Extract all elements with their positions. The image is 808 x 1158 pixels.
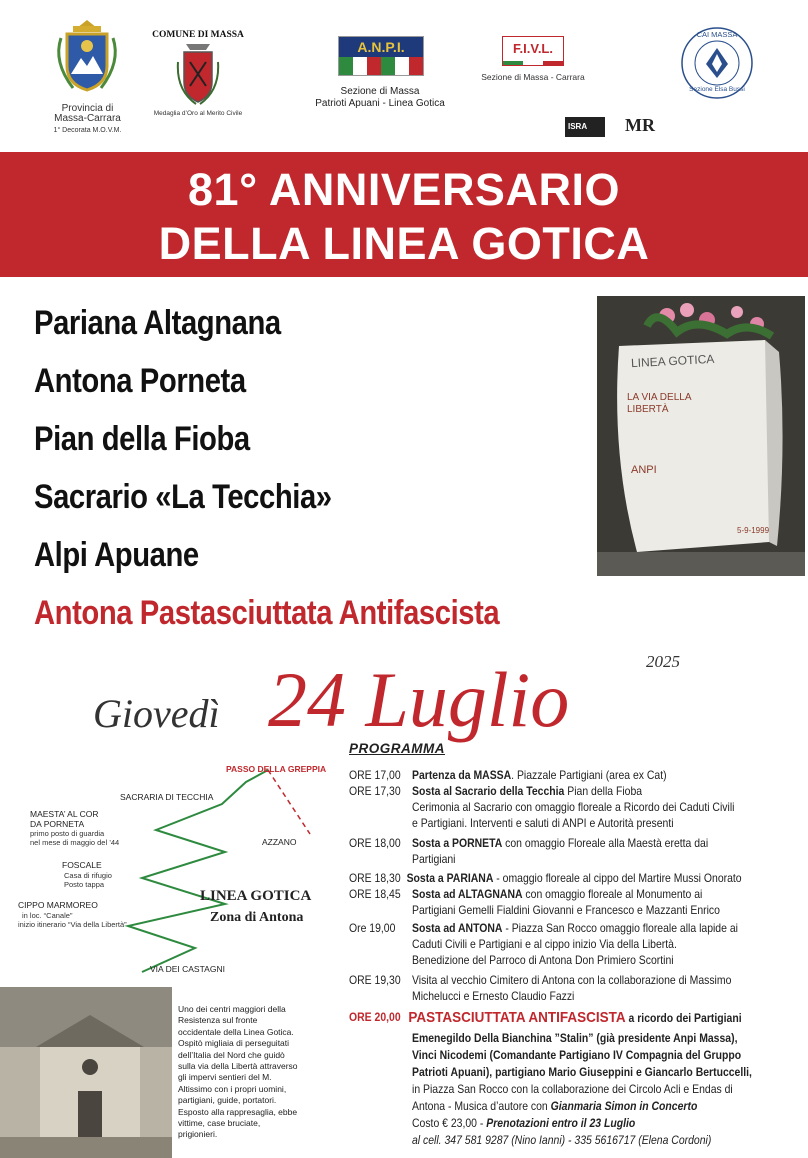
comune-logo [148, 30, 248, 130]
map-label-foscale3: Posto tappa [64, 880, 105, 889]
program-detail: con omaggio floreale al Monumento ai [522, 888, 703, 901]
highlight-event: Antona Pastasciuttata Antifascista [34, 594, 500, 632]
map-label-cippo1: CIPPO MARMOREO [18, 900, 98, 910]
program-booking: Prenotazioni entro il 23 Luglio [486, 1117, 636, 1130]
map-label-azzano: AZZANO [262, 837, 297, 847]
program-title: Sosta a PORNETA [412, 837, 503, 850]
program-title: Sosta al Sacrario della Tecchia [412, 785, 565, 798]
program-row [349, 887, 781, 903]
program-title: Partenza da MASSA [412, 769, 512, 782]
route-map-drawing [10, 752, 340, 980]
provincia-line1: Provincia di [61, 103, 114, 114]
comune-title: COMUNE DI MASSA [152, 30, 244, 40]
provincia-logo [45, 18, 130, 140]
title-banner [0, 152, 808, 277]
anpi-logo-text: A.N.P.I. [339, 37, 423, 57]
provincia-crest-icon [45, 18, 130, 93]
program-row [349, 768, 781, 784]
program-detail: Pian della Fioba [564, 785, 643, 798]
program-time: ORE 20,00 [349, 1011, 401, 1024]
program-detail: Visita al vecchio Cimitero di Antona con la collaborazione di Massimo [412, 974, 732, 987]
location-2: Antona Porneta [34, 362, 246, 400]
isra-text: ISRA [568, 122, 588, 131]
church-photo [0, 987, 172, 1158]
program-cost: Costo € 23,00 - [412, 1117, 487, 1130]
program-detail: in Piazza San Rocco con la collaborazione dei Circolo Acli e Endas di [412, 1083, 733, 1096]
map-label-sacraria: SACRARIA DI TECCHIA [120, 792, 214, 802]
map-title1: LINEA GOTICA [200, 888, 312, 904]
date-year: 2025 [646, 652, 680, 671]
program-row [349, 921, 781, 937]
map-label-foscale1: FOSCALE [62, 860, 102, 870]
program-time: ORE 19,30 [349, 974, 401, 987]
monument-inscr4: 5-9-1999 [737, 526, 770, 535]
fivl-logo-text: F.I.V.L. [513, 41, 553, 56]
comune-subtitle: Medaglia d’Oro al Merito Civile [153, 110, 243, 117]
program-detail: - Piazza San Rocco omaggio floreale alla lapide ai [502, 922, 738, 935]
anpi-logo [300, 36, 460, 116]
program-detail: Partigiani Gemelli Fialdini Giovanni e Francesco e Mazzanti Enrico [412, 904, 720, 917]
program-time: ORE 18,30 [349, 872, 401, 885]
fivl-line1: Sezione di Massa - Carrara [481, 72, 585, 82]
banner-line1: 81° ANNIVERSARIO [188, 164, 620, 215]
program-detail: Antona - Musica d’autore con [412, 1100, 551, 1113]
fivl-logo [478, 36, 588, 96]
program-detail: Partigiani [412, 853, 456, 866]
map-label-castagni: VIA DEI CASTAGNI [150, 964, 225, 974]
church-caption: Uno dei centri maggiori della Resistenza sul fronte occidentale della Linea Gotica. Ospitò migliaia di perseguitati dell’Italia del Nord che guidò sulla via della Libertà attraverso gli impervi sentieri del M. Altissimo con i propri uomini, partigiani, guide, portatori. Esposto alla rappresaglia, ebbe vittime, case bruciate, prigionieri. [178, 1004, 298, 1140]
program-detail: e Partigiani. Interventi e saluti di ANPI e Autorità presenti [412, 817, 674, 830]
mr-logo [625, 113, 665, 137]
program-title: PASTASCIUTTATA ANTIFASCISTA [408, 1009, 626, 1026]
cai-logo [680, 26, 754, 100]
program-contacts: al cell. 347 581 9287 (Nino Ianni) - 335 5616717 (Elena Cordoni) [412, 1134, 712, 1147]
program-row [349, 1010, 799, 1028]
program-title: Sosta ad ALTAGNANA [412, 888, 523, 901]
route-map [10, 752, 340, 980]
monument-inscr2: LA VIA DELLA LIBERTÀ [627, 392, 691, 415]
program-row [349, 973, 781, 989]
location-4: Sacrario «La Tecchia» [34, 478, 332, 516]
program-time: ORE 17,30 [349, 785, 401, 798]
comune-crest-icon [176, 42, 220, 106]
program-detail: Benedizione del Parroco di Antona Don Primiero Scortini [412, 954, 674, 967]
map-title2: Zona di Antona [210, 910, 304, 925]
monument-inscr3: ANPI [631, 464, 657, 476]
location-5: Alpi Apuane [34, 536, 199, 574]
program-time: Ore 19,00 [349, 922, 396, 935]
program-detail: Emenegildo Della Bianchina ”Stalin” (già presidente Anpi Massa), [412, 1032, 738, 1045]
programma-list [349, 768, 781, 1158]
program-detail: Caduti Civili e Partigiani e al cippo inizio Via della Libertà. [412, 938, 677, 951]
map-label-foscale2: Casa di rifugio [64, 871, 112, 880]
isra-logo [565, 117, 605, 137]
map-label-maesta2: DA PORNETA [30, 819, 85, 829]
map-label-cippo2: in loc. “Canale” [22, 911, 73, 920]
map-label-maesta3: primo posto di guardia [30, 829, 105, 838]
location-1: Pariana Altagnana [34, 304, 281, 342]
cai-bottom: Sezione Elsa Bussi [689, 86, 745, 93]
program-detail: Patrioti Apuani), partigiano Mario Giuseppini e Giancarlo Bertuccelli, [412, 1066, 752, 1079]
church-photo-image [0, 987, 172, 1158]
program-title: Sosta a PARIANA [406, 872, 494, 885]
program-time: ORE 17,00 [349, 769, 401, 782]
program-detail: Michelucci e Ernesto Claudio Fazzi [412, 990, 575, 1003]
program-detail: con omaggio Floreale alla Maestà eretta dai [502, 837, 709, 850]
program-detail: Vinci Nicodemi (Comandante Partigiano IV Compagnia del Gruppo [412, 1049, 742, 1062]
mr-text: MR [625, 115, 655, 135]
location-3: Pian della Fioba [34, 420, 250, 458]
monument-photo [597, 296, 805, 576]
anpi-line1: Sezione di Massa [340, 86, 420, 97]
program-row [349, 836, 781, 852]
program-row [349, 871, 781, 887]
program-performer: Gianmaria Simon in Concerto [550, 1100, 698, 1113]
date-weekday: Giovedì [93, 691, 220, 736]
program-detail: Cerimonia al Sacrario con omaggio floreale a Ricordo dei Caduti Civili [412, 801, 735, 814]
program-title: Sosta ad ANTONA [412, 922, 503, 935]
program-time: ORE 18,45 [349, 888, 401, 901]
cai-top: CAI MASSA [696, 30, 738, 39]
program-row [349, 784, 781, 800]
map-label-maesta1: MAESTA’ AL COR [30, 809, 99, 819]
monument-photo-image [597, 296, 805, 576]
monument-inscr1: LINEA GOTICA [630, 351, 715, 371]
provincia-line2: Massa-Carrara [54, 113, 121, 124]
map-label-cippo3: inizio itinerario “Via della Libertà” [18, 920, 127, 929]
date-day-month: 24 Luglio [268, 656, 570, 743]
program-detail: - omaggio floreale al cippo del Martire Mussi Onorato [493, 872, 742, 885]
provincia-line3: 1° Decorata M.O.V.M. [53, 127, 122, 134]
anpi-line2: Patrioti Apuani - Linea Gotica [315, 98, 445, 109]
map-label-passo: PASSO DELLA GREPPIA [226, 764, 327, 774]
banner-line2: DELLA LINEA GOTICA [158, 218, 650, 269]
program-time: ORE 18,00 [349, 837, 401, 850]
programma-heading: PROGRAMMA [349, 741, 445, 756]
map-label-maesta4: nel mese di maggio del ’44 [30, 838, 120, 847]
program-detail: . Piazzale Partigiani (area ex Cat) [511, 769, 667, 782]
program-detail: a ricordo dei Partigiani [625, 1012, 742, 1025]
